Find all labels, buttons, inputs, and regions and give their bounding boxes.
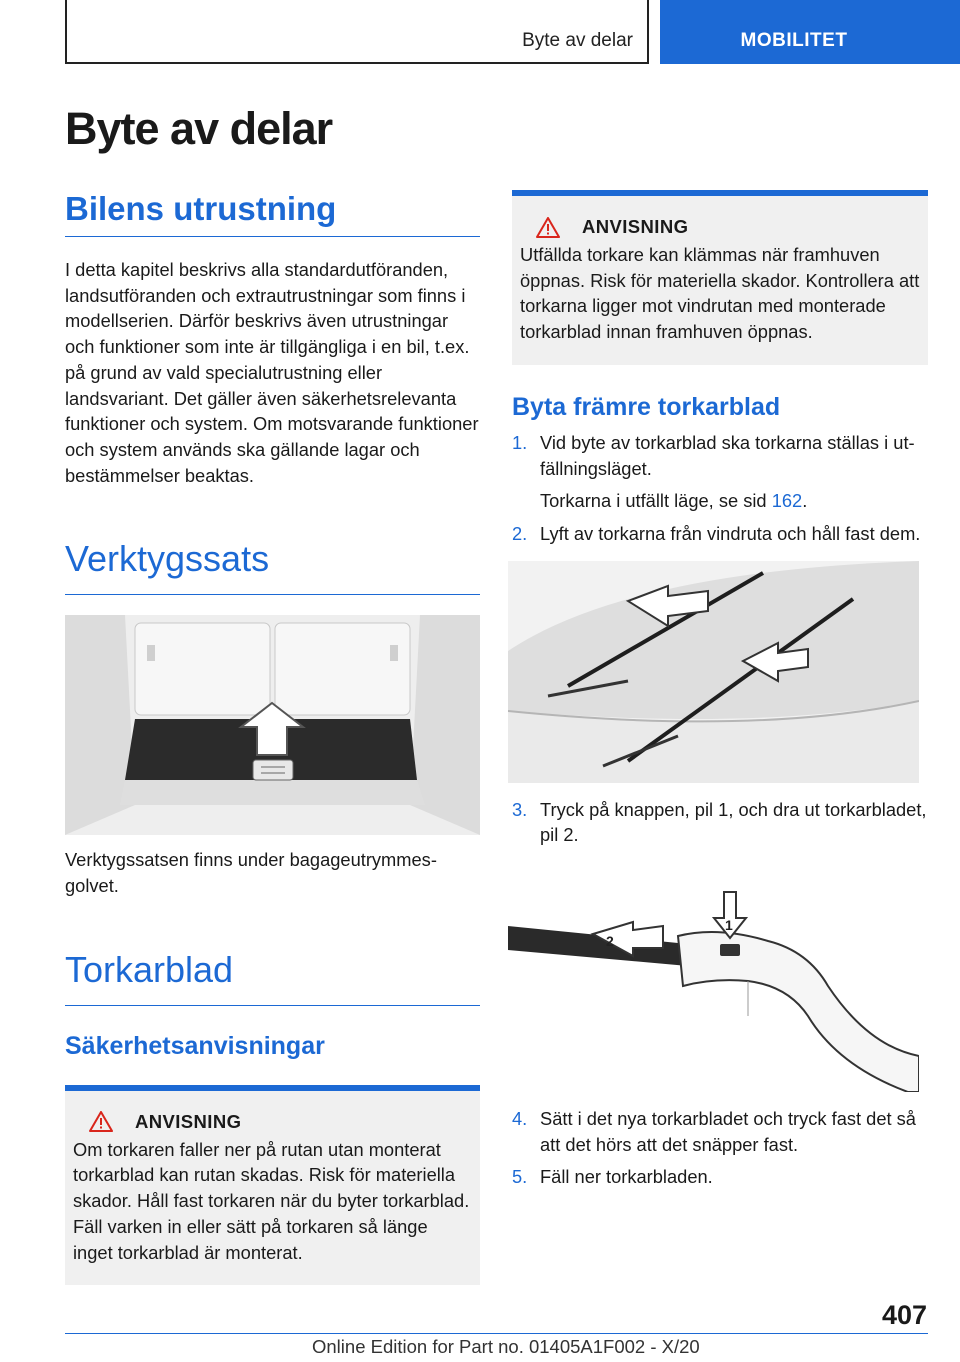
warning-title: ANVISNING xyxy=(135,1110,242,1132)
page-title: Byte av delar xyxy=(65,103,333,154)
left-column xyxy=(65,190,480,1285)
list-item xyxy=(512,1106,928,1157)
step-text: Fäll ner torkarbladen. xyxy=(540,1166,713,1188)
windshield-wipers-image xyxy=(508,561,919,783)
list-item xyxy=(512,521,928,547)
step-number: 5. xyxy=(512,1166,528,1188)
warning-box-wiper-blade xyxy=(65,1085,480,1286)
arrow-label-2: 2 xyxy=(606,933,614,950)
header-section-title: Byte av delar xyxy=(522,30,633,51)
safety-subheading: Säkerhetsanvisningar xyxy=(65,1031,325,1060)
wipers-heading: Torkarblad xyxy=(65,949,480,1006)
step-number: 3. xyxy=(512,798,528,820)
footer-divider xyxy=(65,1333,928,1334)
header-chapter-label: MOBILITET xyxy=(740,30,848,51)
step-number: 2. xyxy=(512,522,528,544)
equipment-text: I detta kapitel beskrivs alla standardutföranden, landsutföranden och extrautrustningar som finns i modellserien. Därför beskrivs även utrustningar och funktioner som inte är tillgängliga i en bil, t.ex. på grund av vald specialutrustning eller landsvariant. Det gäller även säkerhetsrelevanta funktioner och system. Om motsvarande funktioner och system används ska gällande lagar och bestämmelser beaktas. xyxy=(65,259,479,486)
step-text: Lyft av torkarna från vindruta och håll fast dem. xyxy=(540,522,921,544)
warning-title: ANVISNING xyxy=(582,216,689,237)
step-text: Tryck på knappen, pil 1, och dra ut torkarbladet, pil 2. xyxy=(540,798,927,846)
list-item xyxy=(512,797,928,848)
steps-list-c xyxy=(512,1106,928,1190)
warning-triangle-icon xyxy=(536,217,560,238)
right-column xyxy=(512,190,928,1197)
warning-box-hood xyxy=(512,190,928,365)
toolkit-heading: Verktygssats xyxy=(65,538,480,595)
warning-triangle-icon xyxy=(89,1111,113,1132)
arrow-label-1: 1 xyxy=(725,917,733,934)
wiper-blade-release-image xyxy=(508,886,919,1092)
header-chapter-tab[interactable] xyxy=(660,0,960,64)
step-number: 4. xyxy=(512,1108,528,1130)
footer-edition-text: Online Edition for Part no. 01405A1F002 - X/20 xyxy=(312,1336,700,1357)
replace-wipers-heading: Byta främre torkarblad xyxy=(512,392,781,421)
step-number: 1. xyxy=(512,431,528,453)
page-reference-link[interactable]: 162 xyxy=(771,490,803,512)
steps-list-b xyxy=(512,797,928,848)
step-text: Sätt i det nya torkarbladet och tryck fast det så att det hörs att det snäpper fast. xyxy=(540,1108,916,1155)
step-text: Vid byte av torkarblad ska torkarna ställas i utfällningsläget. xyxy=(540,431,915,479)
warning-text: Utfällda torkare kan klämmas när framhuven öppnas. Risk för materiella skador. Kontrollera att torkarna ligger mot vindrutan med monterade torkarblad innan framhuven öppnas. xyxy=(520,244,920,343)
warning-text: Om torkaren faller ner på rutan utan monterat torkarblad kan rutan skadas. Risk för materiella skador. Håll fast torkaren när du byter torkarblad. Fäll varken in eller sätt på torkaren så länge inget torkarblad är monterat. xyxy=(73,1138,470,1263)
toolkit-caption: Verktygssatsen finns under bagageutrymmesgolvet. xyxy=(65,849,437,897)
list-item xyxy=(512,430,928,514)
page-number: 407 xyxy=(881,1300,927,1330)
equipment-heading: Bilens utrustning xyxy=(65,190,480,237)
steps-list-a xyxy=(512,430,928,547)
step-subtext: Torkarna i utfällt läge, se sid 162. xyxy=(540,490,808,512)
luggage-compartment-image xyxy=(65,615,480,835)
header-section-box xyxy=(65,0,649,64)
list-item xyxy=(512,1164,928,1190)
